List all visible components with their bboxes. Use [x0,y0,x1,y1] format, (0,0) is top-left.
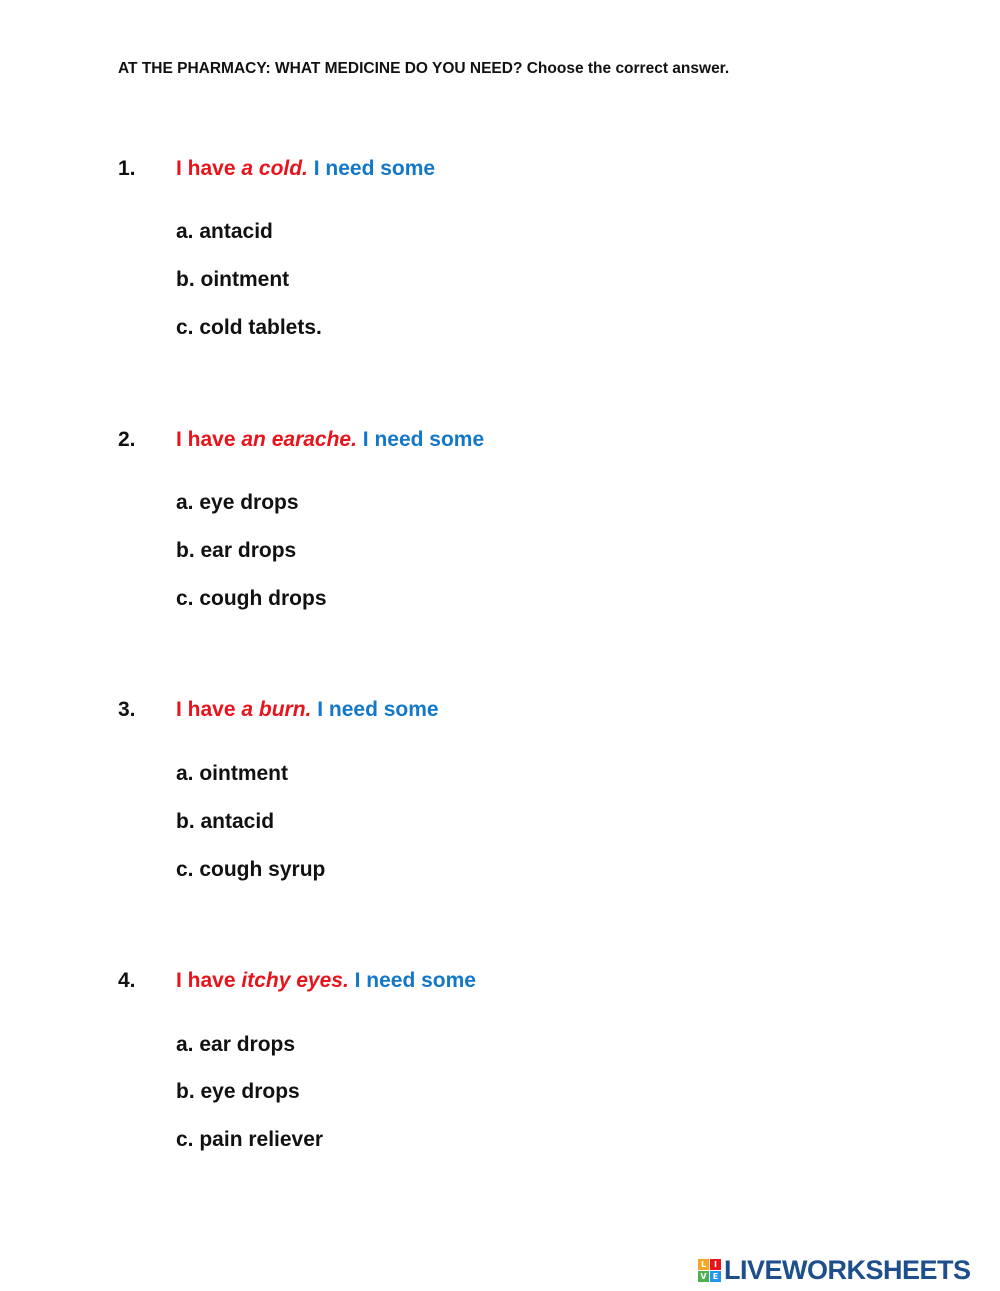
question-need: I need some [348,969,476,992]
answer-option-4b[interactable]: b. eye drops [176,1080,300,1103]
liveworksheets-logo [698,1253,971,1287]
question-number: 4. [118,969,136,992]
question-4 [118,969,818,1009]
question-ailment: an earache. [241,428,357,451]
question-need: I need some [311,698,439,721]
worksheet-title: AT THE PHARMACY: WHAT MEDICINE DO YOU NEED? Choose the correct answer. [118,60,730,77]
logo-square-e: E [710,1271,721,1282]
question-need: I need some [356,428,485,451]
question-number: 1. [118,157,136,180]
logo-square-l: L [698,1259,709,1270]
logo-square-i: I [710,1259,721,1270]
answer-option-3a[interactable]: a. ointment [176,762,289,785]
question-1 [118,157,818,197]
answer-option-1c[interactable]: c. cold tablets. [176,316,322,339]
question-text [176,428,484,452]
question-ailment: a burn. [241,698,312,721]
question-text [176,157,435,181]
question-number: 3. [118,698,136,721]
logo-text: LIVEWORKSHEETS [724,1254,971,1285]
question-lead: I have [176,428,242,451]
answer-option-3b[interactable]: b. antacid [176,810,275,833]
question-need: I need some [307,157,436,180]
question-lead: I have [176,157,242,180]
answer-option-2c[interactable]: c. cough drops [176,587,327,610]
question-text [176,969,476,993]
question-ailment: itchy eyes. [241,969,349,992]
answer-option-2a[interactable]: a. eye drops [176,491,299,514]
answer-option-1a[interactable]: a. antacid [176,220,273,243]
logo-grid-icon [698,1259,721,1282]
question-lead: I have [176,698,242,721]
answer-option-4c[interactable]: c. pain reliever [176,1128,324,1151]
question-lead: I have [176,969,242,992]
answer-option-1b[interactable]: b. ointment [176,268,290,291]
answer-option-4a[interactable]: a. ear drops [176,1033,296,1056]
answer-option-2b[interactable]: b. ear drops [176,539,297,562]
question-3 [118,698,818,738]
question-number: 2. [118,428,136,451]
logo-square-v: V [698,1271,709,1282]
question-text [176,698,439,722]
question-ailment: a cold. [241,157,308,180]
answer-option-3c[interactable]: c. cough syrup [176,858,326,881]
question-2 [118,428,818,468]
